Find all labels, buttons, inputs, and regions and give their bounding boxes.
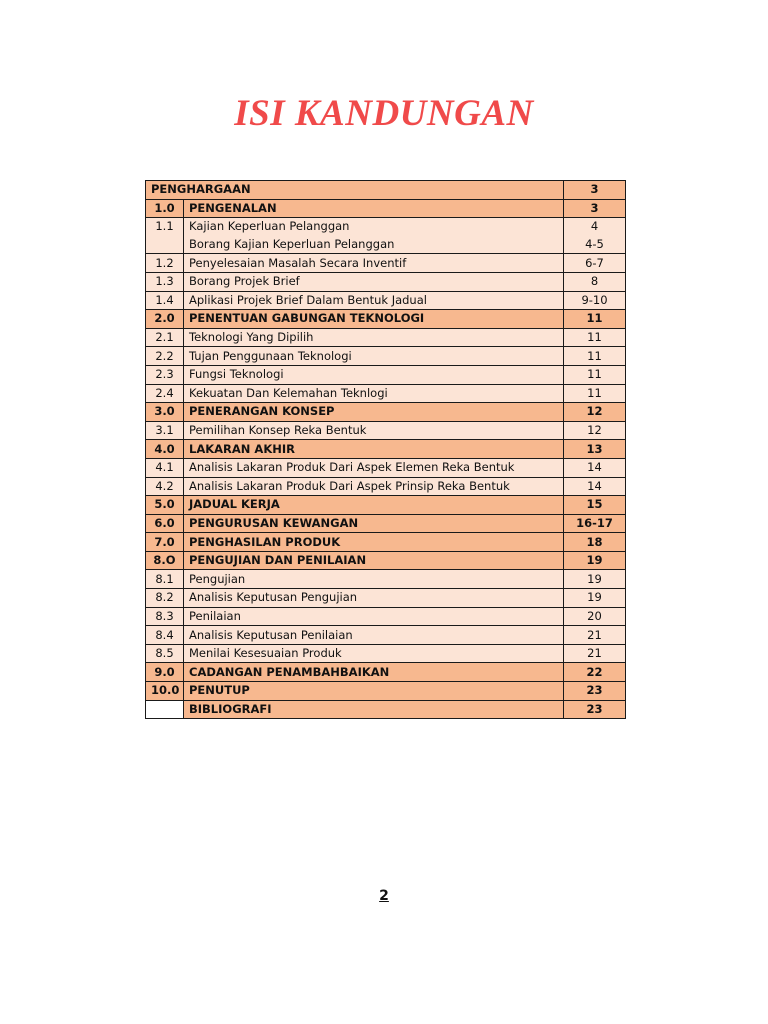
page-reference: 12 bbox=[564, 421, 626, 440]
section-label: PENENTUAN GABUNGAN TEKNOLOGI bbox=[184, 310, 564, 329]
section-label: Kekuatan Dan Kelemahan Teknlogi bbox=[184, 384, 564, 403]
section-number: 1.3 bbox=[146, 272, 184, 291]
section-number: 1.0 bbox=[146, 199, 184, 218]
section-number: 8.O bbox=[146, 551, 184, 570]
table-row bbox=[146, 384, 626, 403]
section-label: LAKARAN AKHIR bbox=[184, 440, 564, 459]
page-reference: 13 bbox=[564, 440, 626, 459]
section-label: CADANGAN PENAMBAHBAIKAN bbox=[184, 663, 564, 682]
section-label: PENUTUP bbox=[184, 682, 564, 701]
page-reference: 15 bbox=[564, 496, 626, 515]
section-label: Analisis Lakaran Produk Dari Aspek Prinsip Reka Bentuk bbox=[184, 477, 564, 496]
table-row bbox=[146, 551, 626, 570]
section-number: 5.0 bbox=[146, 496, 184, 515]
section-number: 10.0 bbox=[146, 682, 184, 701]
section-label: Penilaian bbox=[184, 607, 564, 626]
page-reference: 11 bbox=[564, 384, 626, 403]
page-reference: 4-5 bbox=[564, 236, 626, 254]
section-number: 7.0 bbox=[146, 533, 184, 552]
table-row bbox=[146, 514, 626, 533]
page-reference: 9-10 bbox=[564, 291, 626, 310]
table-row bbox=[146, 310, 626, 329]
section-label: Analisis Lakaran Produk Dari Aspek Elemen Reka Bentuk bbox=[184, 458, 564, 477]
table-row bbox=[146, 328, 626, 347]
page-reference: 14 bbox=[564, 477, 626, 496]
section-label: PENERANGAN KONSEP bbox=[184, 403, 564, 422]
page-reference: 16-17 bbox=[564, 514, 626, 533]
section-number: 6.0 bbox=[146, 514, 184, 533]
page-reference: 21 bbox=[564, 626, 626, 645]
table-row bbox=[146, 533, 626, 552]
section-label: Borang Projek Brief bbox=[184, 272, 564, 291]
section-label: PENGENALAN bbox=[184, 199, 564, 218]
section-label: Teknologi Yang Dipilih bbox=[184, 328, 564, 347]
page-reference: 20 bbox=[564, 607, 626, 626]
section-label: Pengujian bbox=[184, 570, 564, 589]
section-label: Penyelesaian Masalah Secara Inventif bbox=[184, 254, 564, 273]
section-label: PENGUJIAN DAN PENILAIAN bbox=[184, 551, 564, 570]
table-row bbox=[146, 440, 626, 459]
table-row bbox=[146, 291, 626, 310]
table-row bbox=[146, 700, 626, 719]
page-reference: 18 bbox=[564, 533, 626, 552]
table-row bbox=[146, 496, 626, 515]
section-label: BIBLIOGRAFI bbox=[184, 700, 564, 719]
section-label: Fungsi Teknologi bbox=[184, 365, 564, 384]
table-row bbox=[146, 570, 626, 589]
table-row bbox=[146, 236, 626, 254]
section-number: 1.1 bbox=[146, 218, 184, 236]
table-row bbox=[146, 477, 626, 496]
table-row bbox=[146, 421, 626, 440]
section-number bbox=[146, 236, 184, 254]
section-number: 1.4 bbox=[146, 291, 184, 310]
section-number: 2.4 bbox=[146, 384, 184, 403]
section-number: 3.0 bbox=[146, 403, 184, 422]
table-row bbox=[146, 272, 626, 291]
table-row bbox=[146, 682, 626, 701]
page-reference: 19 bbox=[564, 570, 626, 589]
section-number: 2.1 bbox=[146, 328, 184, 347]
section-number: 4.0 bbox=[146, 440, 184, 459]
section-number: 9.0 bbox=[146, 663, 184, 682]
table-row bbox=[146, 218, 626, 236]
page-title: ISI KANDUNGAN bbox=[234, 93, 534, 134]
section-label: Analisis Keputusan Pengujian bbox=[184, 589, 564, 608]
section-label: Analisis Keputusan Penilaian bbox=[184, 626, 564, 645]
page-reference: 11 bbox=[564, 310, 626, 329]
table-row bbox=[146, 607, 626, 626]
page-reference: 12 bbox=[564, 403, 626, 422]
page-reference: 19 bbox=[564, 589, 626, 608]
page-reference: 14 bbox=[564, 458, 626, 477]
section-number: 8.2 bbox=[146, 589, 184, 608]
page-number: 2 bbox=[379, 888, 389, 904]
table-row bbox=[146, 663, 626, 682]
section-label: Aplikasi Projek Brief Dalam Bentuk Jadual bbox=[184, 291, 564, 310]
page-reference: 23 bbox=[564, 682, 626, 701]
table-row bbox=[146, 403, 626, 422]
section-number: 2.3 bbox=[146, 365, 184, 384]
table-row bbox=[146, 181, 626, 200]
section-number: 8.4 bbox=[146, 626, 184, 645]
table-row bbox=[146, 626, 626, 645]
section-number: 2.0 bbox=[146, 310, 184, 329]
page-reference: 19 bbox=[564, 551, 626, 570]
page-reference: 21 bbox=[564, 644, 626, 663]
table-row bbox=[146, 199, 626, 218]
page-reference: 23 bbox=[564, 700, 626, 719]
section-number: 3.1 bbox=[146, 421, 184, 440]
table-row bbox=[146, 365, 626, 384]
section-number: 8.1 bbox=[146, 570, 184, 589]
table-row bbox=[146, 458, 626, 477]
section-label: Tujan Penggunaan Teknologi bbox=[184, 347, 564, 366]
section-label: Pemilihan Konsep Reka Bentuk bbox=[184, 421, 564, 440]
page-reference: 11 bbox=[564, 365, 626, 384]
page-reference: 3 bbox=[564, 199, 626, 218]
table-row bbox=[146, 644, 626, 663]
page-reference: 6-7 bbox=[564, 254, 626, 273]
section-number: 8.3 bbox=[146, 607, 184, 626]
table-row bbox=[146, 347, 626, 366]
table-row bbox=[146, 254, 626, 273]
section-label: Borang Kajian Keperluan Pelanggan bbox=[184, 236, 564, 254]
section-number: 1.2 bbox=[146, 254, 184, 273]
section-label: PENGURUSAN KEWANGAN bbox=[184, 514, 564, 533]
page-reference: 8 bbox=[564, 272, 626, 291]
page-reference: 3 bbox=[564, 181, 626, 200]
section-number: 4.1 bbox=[146, 458, 184, 477]
table-of-contents bbox=[145, 180, 626, 719]
section-label: JADUAL KERJA bbox=[184, 496, 564, 515]
page-reference: 11 bbox=[564, 328, 626, 347]
page-reference: 22 bbox=[564, 663, 626, 682]
section-label: Menilai Kesesuaian Produk bbox=[184, 644, 564, 663]
table-row bbox=[146, 589, 626, 608]
section-label: Kajian Keperluan Pelanggan bbox=[184, 218, 564, 236]
page-reference: 4 bbox=[564, 218, 626, 236]
section-number: 2.2 bbox=[146, 347, 184, 366]
section-number: 8.5 bbox=[146, 644, 184, 663]
section-label: PENGHASILAN PRODUK bbox=[184, 533, 564, 552]
page-reference: 11 bbox=[564, 347, 626, 366]
section-label: PENGHARGAAN bbox=[146, 181, 564, 200]
section-number bbox=[146, 700, 184, 719]
section-number: 4.2 bbox=[146, 477, 184, 496]
